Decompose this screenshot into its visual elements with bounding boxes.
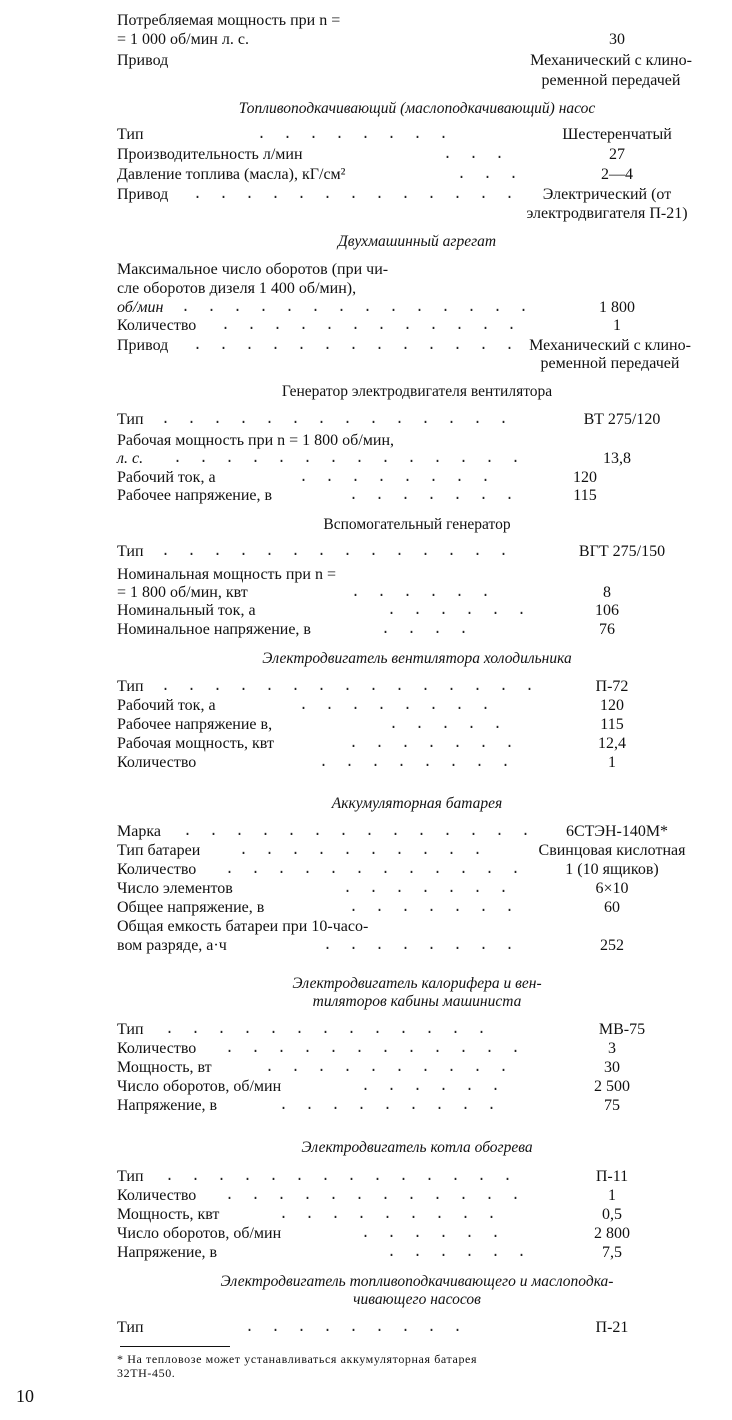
spec-label: Привод bbox=[117, 186, 169, 203]
section-heading: Топливоподкачивающий (маслоподкачивающий) насос bbox=[238, 100, 596, 117]
spec-label: Рабочая мощность при n = 1 800 об/мин, bbox=[117, 432, 395, 449]
spec-value: электродвигателя П-21) bbox=[526, 205, 688, 222]
spec-label: Количество bbox=[117, 1187, 197, 1204]
section-heading: тиляторов кабины машиниста bbox=[312, 993, 522, 1010]
spec-label: л. с. bbox=[117, 450, 144, 467]
spec-label: Число оборотов, об/мин bbox=[117, 1078, 282, 1095]
spec-label: Привод bbox=[117, 52, 169, 69]
spec-label: Давление топлива (масла), кГ/см² bbox=[117, 166, 346, 183]
spec-label: Рабочее напряжение, в bbox=[117, 487, 273, 504]
spec-value: 30 bbox=[609, 31, 625, 48]
spec-value: МВ-75 bbox=[598, 1021, 646, 1038]
spec-label: об/мин bbox=[117, 299, 164, 316]
spec-label: Марка bbox=[117, 823, 161, 840]
section-heading: Электродвигатель вентилятора холодильника bbox=[262, 650, 572, 667]
spec-label: = 1 000 об/мин л. с. bbox=[117, 31, 249, 48]
spec-value: 1 800 bbox=[599, 299, 635, 316]
section-heading: Аккумуляторная батарея bbox=[331, 795, 503, 812]
spec-label: Число элементов bbox=[117, 880, 233, 897]
spec-label: Общее напряжение, в bbox=[117, 899, 265, 916]
spec-value: 2—4 bbox=[601, 166, 633, 183]
spec-value: 75 bbox=[604, 1097, 620, 1114]
spec-label: = 1 800 об/мин, квт bbox=[117, 584, 248, 601]
spec-value: 27 bbox=[609, 146, 625, 163]
spec-label: Рабочий ток, а bbox=[117, 697, 216, 714]
spec-label: Напряжение, в bbox=[117, 1097, 218, 1114]
spec-value: 1 bbox=[608, 754, 616, 771]
spec-label: Номинальное напряжение, в bbox=[117, 621, 311, 638]
spec-value: 6×10 bbox=[595, 880, 629, 897]
spec-label: Количество bbox=[117, 754, 197, 771]
spec-value: Шестеренчатый bbox=[562, 126, 672, 143]
spec-value: ременной передачей bbox=[540, 355, 680, 372]
spec-label: Тип bbox=[117, 543, 144, 560]
spec-value: П-11 bbox=[595, 1168, 629, 1185]
spec-label: Мощность, квт bbox=[117, 1206, 220, 1223]
spec-label: Привод bbox=[117, 337, 169, 354]
spec-value: 12,4 bbox=[598, 735, 626, 752]
footnote bbox=[117, 1352, 717, 1380]
spec-value: Механический с клино- bbox=[529, 337, 691, 354]
footnote-line: 32ТН-450. bbox=[117, 1366, 176, 1380]
section-heading: Генератор электродвигателя вентилятора bbox=[281, 383, 553, 400]
spec-label: Тип bbox=[117, 1168, 144, 1185]
spec-label: вом разряде, а·ч bbox=[117, 937, 227, 954]
footnote-line: * На тепловозе может устанавливаться аккумуляторная батарея bbox=[117, 1352, 478, 1366]
spec-label: Номинальный ток, а bbox=[117, 602, 256, 619]
spec-value: 106 bbox=[595, 602, 619, 619]
spec-label: Число оборотов, об/мин bbox=[117, 1225, 282, 1242]
spec-label: Рабочая мощность, квт bbox=[117, 735, 274, 752]
spec-label: Количество bbox=[117, 861, 197, 878]
section-heading: Электродвигатель котла обогрева bbox=[301, 1139, 533, 1156]
spec-value: 3 bbox=[608, 1040, 616, 1057]
spec-label: Номинальная мощность при n = bbox=[117, 566, 336, 583]
spec-value: ВГТ 275/150 bbox=[578, 543, 666, 560]
spec-value: 0,5 bbox=[602, 1206, 622, 1223]
spec-value: 60 bbox=[604, 899, 620, 916]
spec-value: 2 500 bbox=[594, 1078, 630, 1095]
spec-value: 76 bbox=[599, 621, 615, 638]
section-heading: Электродвигатель калорифера и вен- bbox=[292, 975, 542, 992]
spec-label: Напряжение, в bbox=[117, 1244, 218, 1261]
spec-value: 1 (10 ящиков) bbox=[565, 861, 659, 878]
spec-value: ВТ 275/120 bbox=[583, 411, 661, 428]
spec-label: Рабочее напряжение в, bbox=[117, 716, 273, 733]
section-heading: чивающего насосов bbox=[353, 1291, 481, 1308]
spec-value: 7,5 bbox=[602, 1244, 622, 1261]
spec-label: Тип bbox=[117, 1319, 144, 1336]
spec-label: Производительность л/мин bbox=[117, 146, 303, 163]
spec-value: ременной передачей bbox=[541, 72, 681, 89]
spec-label: Тип bbox=[117, 411, 144, 428]
spec-label: Тип bbox=[117, 1021, 144, 1038]
spec-label: Количество bbox=[117, 1040, 197, 1057]
spec-label: Мощность, вт bbox=[117, 1059, 212, 1076]
spec-value: 30 bbox=[604, 1059, 620, 1076]
spec-value: 8 bbox=[603, 584, 611, 601]
spec-label: Потребляемая мощность при n = bbox=[117, 12, 341, 29]
spec-value: Механический с клино- bbox=[530, 52, 692, 69]
spec-value: 1 bbox=[613, 317, 621, 334]
spec-value: П-72 bbox=[595, 678, 629, 695]
spec-label: Тип bbox=[117, 126, 144, 143]
spec-value: 1 bbox=[608, 1187, 616, 1204]
page-number: 10 bbox=[16, 1386, 34, 1406]
spec-value: 120 bbox=[600, 697, 624, 714]
section-heading: Двухмашинный агрегат bbox=[337, 233, 497, 250]
spec-label: Количество bbox=[117, 317, 197, 334]
footnote-rule bbox=[120, 1346, 230, 1347]
spec-value: 120 bbox=[573, 469, 597, 486]
spec-value: 2 800 bbox=[594, 1225, 630, 1242]
spec-value: П-21 bbox=[595, 1319, 629, 1336]
spec-label: Общая емкость батареи при 10-часо- bbox=[117, 918, 369, 935]
spec-value: 6СТЭН-140М* bbox=[565, 823, 669, 840]
spec-label: Максимальное число оборотов (при чи- bbox=[117, 261, 389, 278]
spec-label: Тип bbox=[117, 678, 144, 695]
spec-label: сле оборотов дизеля 1 400 об/мин), bbox=[117, 280, 357, 297]
spec-label: Тип батареи bbox=[117, 842, 201, 859]
spec-value: Электрический (от bbox=[542, 186, 672, 203]
book-page: Потребляемая мощность при n = = 1 000 об/мин л. с. 30 Привод Механический с клино- ременной передачей Топливоподкачивающий (маслоподкачивающий) насос Тип . . . . . . . . Шестеренчатый Производительность л/мин . . . 27 Давление топлива (масла), кГ/см² . . . 2—4 Привод . . . . . . . . . . . . . Электрический (от электродвигателя П-21) Двухмашинный агрегат Максимальное число оборотов (при чи- сле оборотов дизеля 1 400 об/мин), об/мин . . . . . . . . . . . . . . 1 800 Количество . . . . . . . . . . . . 1 Привод . . . . . . . . . . . . . Механический с клино- ременной передачей Генератор электродвигателя вентилятора Тип . . . . . . . . . . . . . . ВТ 275/120 Рабочая мощность при n = 1 800 об/мин, л. с. . . . . . . . . . . . . . . 13,8 Рабочий ток, а . . . . . . . . 120 Рабочее напряжение, в . . . . . . . 115 Вспомогательный генератор Тип . . . . . . . . . . . . . . ВГТ 275/150 Номинальная мощность при n = = 1 800 об/мин, квт . . . . . . 8 Номинальный ток, а . . . . . . 106 Номинальное напряжение, в . . . . 76 Электродвигатель вентилятора холодильника Тип . . . . . . . . . . . . . . . П-72 Рабочий ток, а . . . . . . . . 120 Рабочее напряжение в, . . . . . 115 Рабочая мощность, квт . . . . . . . 12,4 Количество . . . . . . . . 1 Аккумуляторная батарея Марка . . . . . . . . . . . . . . 6СТЭН-140М* Тип батареи . . . . . . . . . . Свинцовая кислотная Количество . . . . . . . . . . . . 1 (10 ящиков) Число элементов . . . . . . . 6×10 Общее напряжение, в . . . . . . . 60 Общая емкость батареи при 10-часо- вом разряде, а·ч . . . . . . . . 252 Электродвигатель калорифера и вен- тиляторов кабины машиниста Тип . . . . . . . . . . . . . МВ-75 Количество . . . . . . . . . . . . 3 Мощность, вт . . . . . . . . . . 30 Число оборотов, об/мин . . . . . . 2 500 Напряжение, в . . . . . . . . . 75 Электродвигатель котла обогрева Тип . . . . . . . . . . . . . . П-11 Количество . . . . . . . . . . . . 1 Мощность, квт . . . . . . . . . 0,5 Число оборотов, об/мин . . . . . . 2 800 Напряжение, в . . . . . . 7,5 Электродвигатель топливоподкачивающего и маслоподка- чивающего насосов Тип . . . . . . . . . П-21 * На тепловозе может устанавливаться аккумуляторная батарея 32ТН-450. 10 bbox=[0, 0, 732, 1420]
spec-value: 115 bbox=[600, 716, 624, 733]
spec-value: 252 bbox=[600, 937, 624, 954]
spec-value: Свинцовая кислотная bbox=[538, 842, 686, 859]
section-heading: Электродвигатель топливоподкачивающего и маслоподка- bbox=[220, 1273, 614, 1290]
spec-value: 13,8 bbox=[603, 450, 631, 467]
spec-label: Рабочий ток, а bbox=[117, 469, 216, 486]
section-heading: Вспомогательный генератор bbox=[323, 516, 511, 533]
spec-value: 115 bbox=[573, 487, 597, 504]
